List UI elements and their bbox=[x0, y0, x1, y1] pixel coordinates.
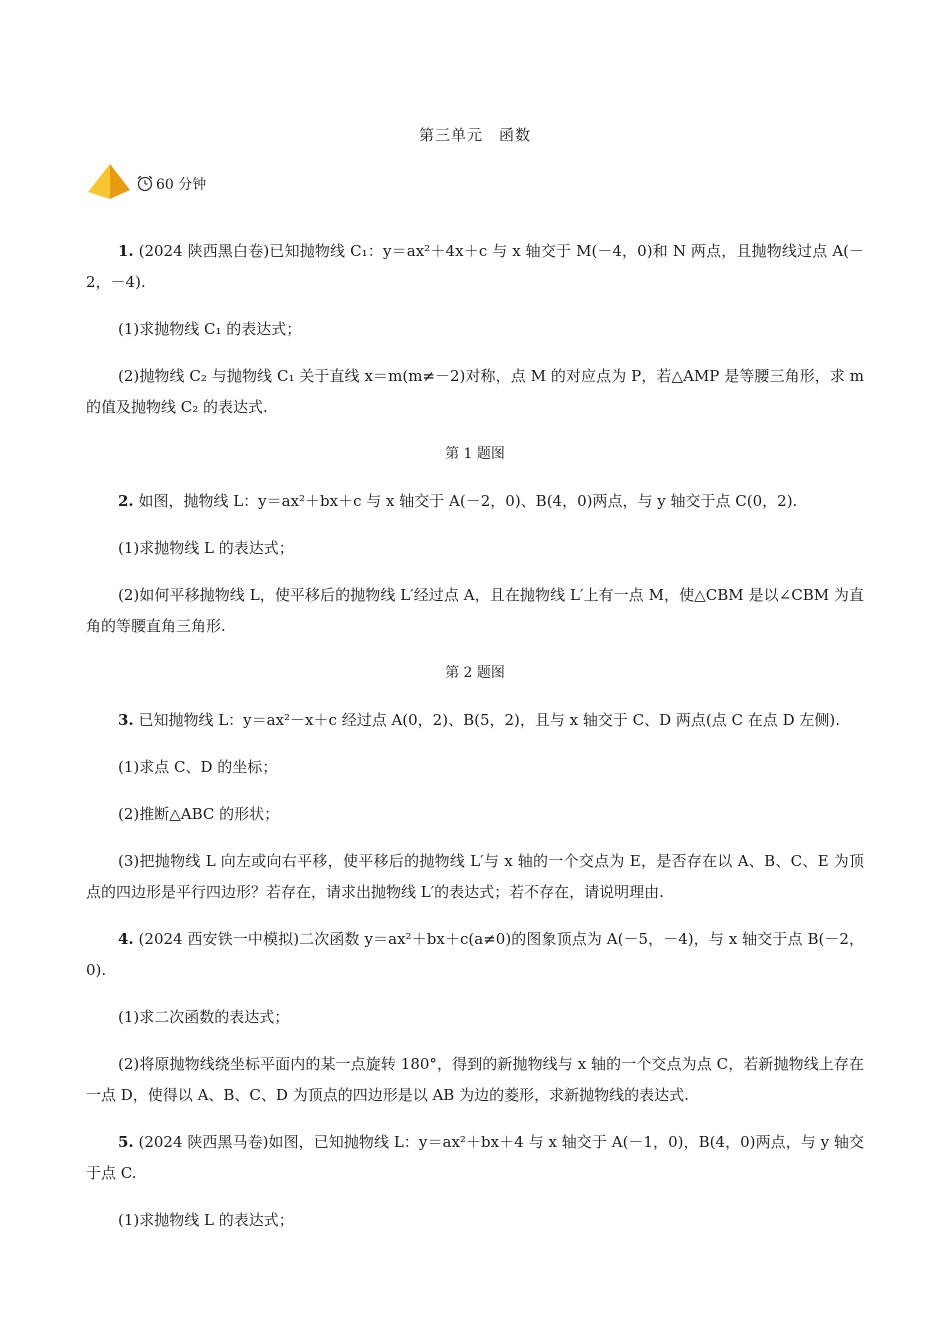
problem-number: 3. bbox=[118, 711, 134, 729]
problem-number: 1. bbox=[118, 242, 134, 260]
sub-question: (1)求点 C、D 的坐标； bbox=[118, 758, 278, 776]
sub-question: (2)如何平移抛物线 L，使平移后的抛物线 L′经过点 A，且在抛物线 L′上有一点 M，使△CBM 是以∠CBM 为直角的等腰直角三角形. bbox=[86, 586, 864, 635]
sub-question: (1)求二次函数的表达式； bbox=[118, 1008, 290, 1026]
problem-statement: 3. 已知抛物线 L：y＝ax²－x＋c 经过点 A(0，2)、B(5，2)，且与 x 轴交于 C、D 两点(点 C 在点 D 左侧). bbox=[118, 711, 840, 729]
problem-2 bbox=[86, 486, 864, 689]
problem-number: 5. bbox=[118, 1133, 134, 1151]
problem-3 bbox=[86, 705, 864, 908]
timer-row bbox=[86, 162, 206, 200]
sub-question: (2)将原抛物线绕坐标平面内的某一点旋转 180°，得到的新抛物线与 x 轴的一个交点为点 C，若新抛物线上存在一点 D，使得以 A、B、C、D 为顶点的四边形是以 AB 为边的菱形，求新抛物线的表达式. bbox=[86, 1055, 864, 1104]
problem-statement: 4. (2024 西安铁一中模拟)二次函数 y＝ax²＋bx＋c(a≠0)的图象顶点为 A(－5，－4)，与 x 轴交于点 B(－2，0). bbox=[86, 930, 864, 979]
figure-caption: 第 1 题图 bbox=[445, 446, 505, 462]
sub-question: (1)求抛物线 L 的表达式； bbox=[118, 1211, 294, 1229]
problem-number: 2. bbox=[118, 492, 134, 510]
problem-list bbox=[86, 236, 864, 1252]
problem-5 bbox=[86, 1127, 864, 1236]
sub-question: (3)把抛物线 L 向左或向右平移，使平移后的抛物线 L′与 x 轴的一个交点为 E，是否存在以 A、B、C、E 为顶点的四边形是平行四边形？若存在，请求出抛物线 L′的表达式；若不存在，请说明理由. bbox=[86, 852, 864, 901]
problem-statement: 1. (2024 陕西黑白卷)已知抛物线 C₁：y＝ax²＋4x＋c 与 x 轴交于 M(－4，0)和 N 两点，且抛物线过点 A(－2，－4). bbox=[86, 242, 864, 291]
sub-question: (2)推断△ABC 的形状； bbox=[118, 805, 280, 823]
problem-number: 4. bbox=[118, 930, 134, 948]
pyramid-icon bbox=[86, 162, 132, 200]
sub-question: (1)求抛物线 L 的表达式； bbox=[118, 539, 294, 557]
problem-statement: 5. (2024 陕西黑马卷)如图，已知抛物线 L：y＝ax²＋bx＋4 与 x 轴交于 A(－1，0)，B(4，0)两点，与 y 轴交于点 C. bbox=[86, 1133, 864, 1182]
sub-question: (2)抛物线 C₂ 与抛物线 C₁ 关于直线 x＝m(m≠－2)对称，点 M 的对应点为 P，若△AMP 是等腰三角形，求 m 的值及抛物线 C₂ 的表达式. bbox=[86, 367, 864, 416]
problem-4 bbox=[86, 924, 864, 1111]
alarm-clock-icon bbox=[136, 174, 154, 192]
time-limit-label: 60 分钟 bbox=[156, 177, 207, 193]
sub-question: (1)求抛物线 C₁ 的表达式； bbox=[118, 320, 302, 338]
page-title: 第三单元 函数 bbox=[418, 126, 531, 144]
problem-1 bbox=[86, 236, 864, 470]
problem-statement: 2. 如图，抛物线 L：y＝ax²＋bx＋c 与 x 轴交于 A(－2，0)、B(4，0)两点，与 y 轴交于点 C(0，2). bbox=[118, 492, 798, 510]
figure-caption: 第 2 题图 bbox=[445, 665, 505, 681]
